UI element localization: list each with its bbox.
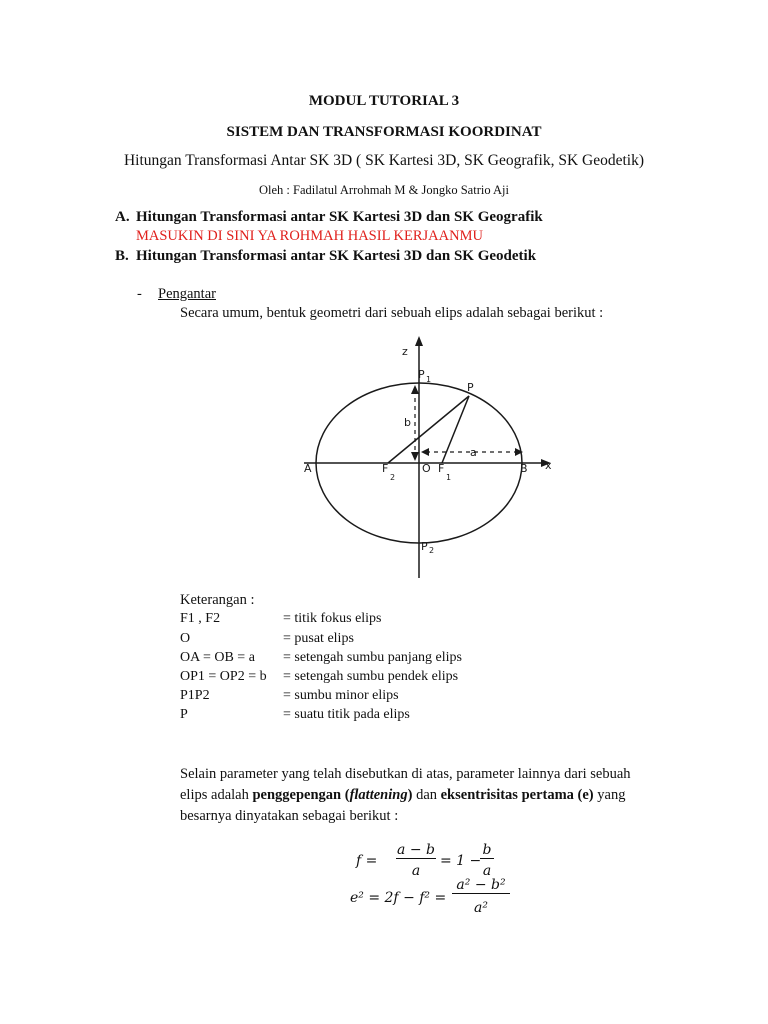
paragraph-term-flattening-italic: flattening <box>349 787 408 803</box>
legend-row <box>180 631 580 649</box>
legend-row <box>180 688 580 706</box>
line-f1-p <box>442 396 469 463</box>
ellipse-figure <box>290 330 570 582</box>
paragraph-term-close: ) <box>407 787 413 803</box>
document-description: Hitungan Transformasi Antar SK 3D ( SK Kartesi 3D, SK Geografik, SK Geodetik) <box>123 152 645 169</box>
b-arrow-up <box>411 385 419 394</box>
section-a-title: Hitungan Transformasi antar SK Kartesi 3D dan SK Geografik <box>136 209 543 225</box>
paragraph-line-1: Selain parameter yang telah disebutkan di atas, parameter lainnya dari sebuah <box>180 766 631 782</box>
section-b-title: Hitungan Transformasi antar SK Kartesi 3D dan SK Geodetik <box>136 248 537 264</box>
a-arrow-left <box>421 448 429 456</box>
legend-key: O <box>180 631 191 646</box>
legend-row <box>180 611 580 629</box>
f2-subscript: 2 <box>390 473 396 482</box>
section-a-marker: A. <box>115 209 130 225</box>
b-arrow-down <box>411 452 419 461</box>
pengantar-bullet: - <box>137 286 142 302</box>
paragraph-text: yang <box>593 787 626 803</box>
point-b-label: B <box>520 462 528 475</box>
legend-key: F1 , F2 <box>180 611 221 626</box>
formula-e-lhs: e² = 2f − f² = <box>350 890 447 906</box>
legend-key: OA = OB = a <box>180 650 255 665</box>
b-label: b <box>404 416 411 429</box>
paragraph-text: elips adalah <box>180 787 253 803</box>
paragraph-line-2 <box>180 785 700 806</box>
section-b-marker: B. <box>115 248 129 264</box>
legend-value: = suatu titik pada elips <box>283 707 410 722</box>
p2-subscript: 2 <box>429 546 435 555</box>
point-a-label: A <box>304 462 312 475</box>
pengantar-heading: Pengantar <box>158 286 216 302</box>
paragraph-term-eccentricity: eksentrisitas pertama (e) <box>440 787 594 803</box>
f1-subscript: 1 <box>446 473 452 482</box>
legend-key: OP1 = OP2 = b <box>180 669 267 684</box>
formula-eccentricity <box>350 877 530 919</box>
p1-subscript: 1 <box>426 375 432 384</box>
legend-value: = sumbu minor elips <box>283 688 399 703</box>
legend-key: P1P2 <box>180 688 210 703</box>
pengantar-intro: Secara umum, bentuk geometri dari sebuah elips adalah sebagai berikut : <box>180 305 604 321</box>
formula-f-denominator-2: a <box>482 863 492 879</box>
document-subtitle: SISTEM DAN TRANSFORMASI KOORDINAT <box>226 124 542 140</box>
p2-label: P <box>421 540 428 553</box>
formula-e-numerator: a² − b² <box>452 877 510 894</box>
z-label: z <box>402 345 408 358</box>
paragraph-text: dan <box>412 787 441 803</box>
formula-f-numerator: a − b <box>397 842 435 858</box>
legend-row <box>180 650 580 668</box>
origin-label: O <box>422 462 431 475</box>
document-title: MODUL TUTORIAL 3 <box>308 93 460 109</box>
x-label: x <box>545 459 552 472</box>
legend-row <box>180 669 580 687</box>
formula-f-numerator-2: b <box>480 842 494 859</box>
formula-f-denominator: a <box>411 863 421 879</box>
legend-value: = titik fokus elips <box>283 611 382 626</box>
legend-row <box>180 707 580 725</box>
section-a-note: MASUKIN DI SINI YA ROHMAH HASIL KERJAANMU <box>136 228 483 244</box>
f1-label: F <box>438 462 445 475</box>
legend-value: = setengah sumbu pendek elips <box>283 669 459 684</box>
formula-flattening <box>356 842 516 882</box>
p-label: P <box>467 381 474 394</box>
p1-label: P <box>418 368 425 381</box>
formula-e-denominator: a² <box>474 900 488 916</box>
legend-key: P <box>180 707 188 722</box>
formula-f-lhs: f = <box>356 853 378 869</box>
z-axis-arrowhead <box>415 336 423 346</box>
legend-value: = pusat elips <box>283 631 354 646</box>
f2-label: F <box>382 462 389 475</box>
paragraph-term-flattening: penggepengan ( <box>252 787 350 803</box>
legend-value: = setengah sumbu panjang elips <box>283 650 462 665</box>
paragraph-line-3: besarnya dinyatakan sebagai berikut : <box>180 808 399 824</box>
legend-heading: Keterangan : <box>180 592 255 608</box>
formula-f-middle: = 1 − <box>440 853 482 869</box>
document-authors: Oleh : Fadilatul Arrohmah M & Jongko Satrio Aji <box>259 183 509 197</box>
a-label: a <box>470 446 477 459</box>
